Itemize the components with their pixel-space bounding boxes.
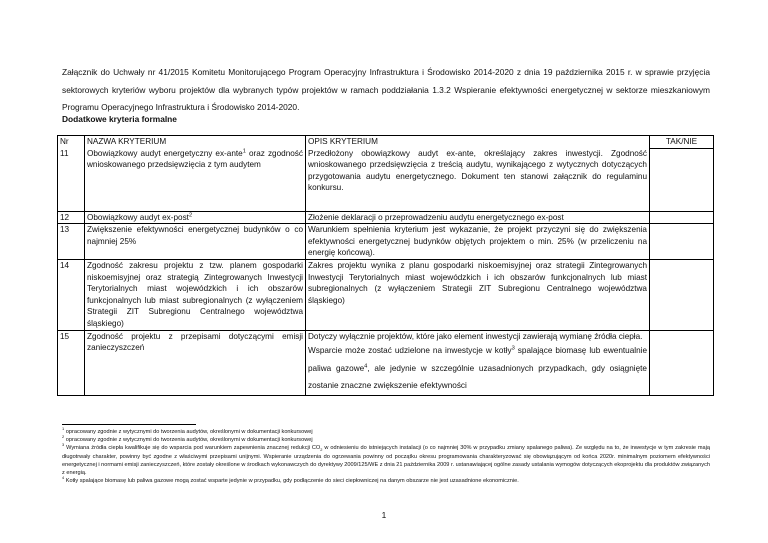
row-15-desc [306, 330, 650, 395]
row-12-tak [650, 211, 714, 224]
footnote-4-text: Kotły spalające biomasę lub paliwa gazowe mogą zostać wsparte jedynie w przypadku, gdy podłączenie do sieci ciepłowniczej na danym obszarze nie jest uzasadnione ekonomicznie. [65, 478, 519, 485]
footnote-ref-4: 4 [364, 362, 368, 369]
row-11-name-text-rest: oraz zgodność wnioskowanego przedsięwzięcia z tym audytem [87, 148, 303, 170]
row-15-desc-p2-c: , ale jedynie w szczególnie uzasadnionych przypadkach, gdy osiągnięte zostanie znaczne zwiększenie efektywności [308, 363, 647, 391]
cell-nr [58, 136, 85, 212]
row-15-desc-p1: Dotyczy wyłącznie projektów, które jako element inwestycji zawierają wymianę źródła ciepła. [308, 331, 643, 341]
row-13-nr: 13 [58, 224, 85, 260]
page-number: 1 [381, 510, 387, 520]
footnotes [62, 428, 710, 485]
row-12-nr: 12 [58, 211, 85, 224]
header-tak: TAK/NIE [665, 137, 698, 146]
criteria-table [57, 135, 714, 396]
row-15-desc-p2-b: spalające biomasę lub ewentualnie paliwa gazowe [308, 346, 648, 373]
footnote-3-text-rest: w odniesieniu do istniejących instalacji (o co najmniej 30% w przypadku zmiany spalanego paliwa). Ze względu na to, że inwestycje w tym zakresie mają długotrwały charakter, powinny być zgodne z właściwymi przepisami unijnymi. Wspieranie urządzenia do ogrzewania powinny od początku okresu programowania charakteryzować się obowiązującym od końca 2020r. minimalnym poziomem efektywności energetycznej i normami emisji zanieczyszczeń, które zostały określone w środkach wykonawczych do dyrektywy 2009/125/WE z dnia 21 października 2009 r. ustanawiającej ogólne zasady ustalania wymogów dotyczących ekoprojektu dla produktów związanych z energią. [62, 445, 710, 477]
footnote-ref-1: 1 [242, 147, 246, 154]
footnote-separator [62, 424, 196, 425]
cell-name [85, 136, 306, 212]
row-13-desc: Warunkiem spełnienia kryterium jest wykazanie, że projekt przyczyni się do zwiększenia efektywności energetycznej budynków objętych projektem o min. 25% (w przeliczeniu na energię końcową). [306, 224, 650, 260]
row-14-tak [650, 259, 714, 330]
row-14-name: Zgodność zakresu projektu z tzw. planem gospodarki niskoemisyjnej oraz strategią Zintegrowanych Inwestycji Terytorialnych miast wojewódzkich i ich obszarów funkcjonalnych lub miast subregionalnych (z wyłączeniem Strategii ZIT Subregionu Centralnego województwa śląskiego) [85, 259, 306, 330]
section-title: Dodatkowe kryteria formalne [62, 114, 177, 124]
footnote-ref-3: 3 [511, 345, 515, 352]
footnote-3-sub: 2 [320, 447, 323, 453]
row-14-nr: 14 [58, 259, 85, 330]
header-name: NAZWA KRYTERIUM [87, 137, 167, 146]
footnote-1: $^1$ opracowany zgodnie z wytycznymi do tworzenia audytów, określonymi w dokumentacji konkursowej [62, 426, 313, 435]
table-row-15 [58, 330, 714, 395]
row-13-tak [650, 224, 714, 260]
row-15-desc-p2 [308, 342, 647, 395]
row-11-desc: Przedłożony obowiązkowy audyt ex-ante, określający zakres inwestycji. Zgodność wnioskowanego przedsięwzięcia z treścią audytu, wynikającego z wytycznych dotyczących przygotowania audytu energetycznego. Dokument ten stanowi załącznik do regulaminu konkursu. [308, 148, 647, 193]
row-11-name [87, 148, 303, 171]
intro-paragraph: Załącznik do Uchwały nr 41/2015 Komitetu Monitorującego Program Operacyjny Infrastruktura i Środowisko 2014-2020 z dnia 19 października 2015 r. w sprawie przyjęcia sektorowych kryteriów wyboru projektów dla wybranych typów projektów w ramach poddziałania 1.3.2 Wspieranie efektywności energetycznej w sektorze mieszkaniowym Programu Operacyjnego Infrastruktura i Środowisko 2014-2020. [62, 67, 710, 112]
footnote-ref-2: 2 [188, 211, 193, 218]
row-15-tak [650, 330, 714, 395]
header-nr: Nr [60, 137, 69, 146]
row-14-desc: Zakres projektu wynika z planu gospodarki niskoemisyjnej oraz strategii Zintegrowanych Inwestycji Terytorialnych miast wojewódzkich i ich obszarów funkcjonalnych lub miast subregionalnych (z wyłączeniem Strategii ZIT Subregionu Centralnego województwa śląskiego) [306, 259, 650, 330]
row-15-nr: 15 [58, 330, 85, 395]
footnote-1-text: opracowany zgodnie z wytycznymi do tworzenia audytów, określonymi w dokumentacji konkursowej [65, 429, 313, 435]
table-row-header-11 [58, 136, 714, 212]
footnote-3-text: Wymiana źródła ciepła kwalifikuje się do wsparcia pod warunkiem zapewnienia znacznej redukcji CO [66, 445, 321, 452]
row-11-nr: 11 [60, 148, 69, 158]
table-row-13 [58, 224, 714, 260]
row-12-name-text: Obowiązkowy audyt ex-post [87, 212, 189, 222]
footnote-2-text: opracowany zgodnie z wytycznymi do tworzenia audytów, określonymi w dokumentacji konkursowej [65, 437, 313, 444]
row-15-name: Zgodność projektu z przepisami dotyczącymi emisji zanieczyszczeń [85, 330, 306, 395]
cell-tak [650, 136, 714, 212]
footnote-2: $^2$ opracowany zgodnie z wytycznymi do tworzenia audytów, określonymi w dokumentacji konkursowej [62, 434, 313, 444]
footnote-4: $^4$ Kotły spalające biomasę lub paliwa gazowe mogą zostać wsparte jedynie w przypadku, gdy podłączenie do sieci ciepłowniczej na danym obszarze nie jest uzasadnione ekonomicznie. [62, 475, 519, 485]
header-desc: OPIS KRYTERIUM [308, 137, 378, 146]
row-12-desc: Złożenie deklaracji o przeprowadzeniu audytu energetycznego ex-post [306, 211, 650, 224]
row-15-desc-p2-a: Wsparcie może zostać udzielone na inwestycje w kotły [308, 346, 512, 356]
row-13-name: Zwiększenie efektywności energetycznej budynków o co najmniej 25% [85, 224, 306, 260]
row-11-name-text: Obowiązkowy audyt energetyczny ex-ante [87, 148, 243, 158]
cell-desc [306, 136, 650, 212]
tak-cell-box [650, 148, 713, 211]
footnote-3: $^3$ Wymiana źródła ciepła kwalifikuje się do wsparcia pod warunkiem zapewnienia znacznej redukcji $CO_2$ w odniesieniu do istniejących instalacji (o co najmniej 30% w przypadku zmiany spalanego paliwa). Ze względu na to, że inwestycje w tym zakresie mają długotrwały charakter, powinny być zgodne z właściwymi przepisami unijnymi. Wspieranie urządzenia do ogrzewania powinny od początku okresu programowania charakteryzować się obowiązującym od końca 2020r. minimalnym poziomem efektywności energetycznej i normami emisji zanieczyszczeń, które zostały określone w środkach wykonawczych do dyrektywy 2009/125/WE z dnia 21 października 2009 r. ustanawiającej ogólne zasady ustalania wymogów dotyczących ekoprojektu dla produktów związanych z energią. [62, 442, 710, 477]
table-row-14 [58, 259, 714, 330]
row-12-name [85, 211, 306, 224]
table-row-12 [58, 211, 714, 224]
